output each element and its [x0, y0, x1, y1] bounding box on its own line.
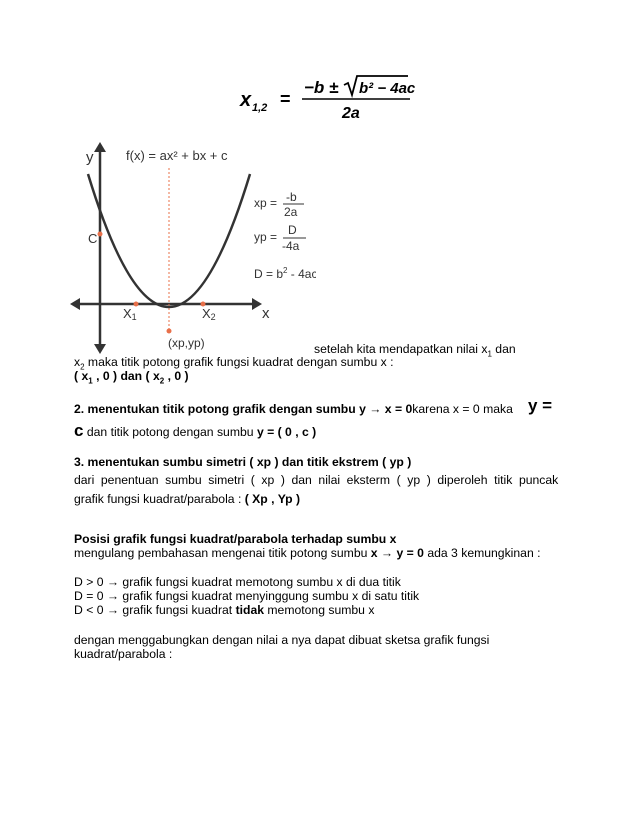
l1-a: setelah kita mendapatkan nilai x: [314, 342, 488, 356]
section-3-line-1: dari penentuan sumbu simetri ( xp ) dan nilai eksterm ( yp ) diperoleh titik puncak: [74, 473, 559, 487]
x1-point: [134, 302, 139, 307]
l3-c: , 0 ): [164, 369, 189, 383]
s2b-bold: y = ( 0 , c ): [256, 425, 317, 439]
x-axis-label: x: [262, 305, 270, 322]
yp-lhs: yp =: [254, 230, 278, 244]
l2-a: x: [74, 355, 81, 369]
formula-lhs-sub: 1,2: [252, 102, 268, 114]
l2-sub: 2: [80, 362, 85, 372]
s2b-normal: dan titik potong dengan sumbu: [83, 425, 257, 439]
quadratic-formula-graphic: [236, 74, 416, 124]
section-2-line-1: [74, 396, 564, 416]
parabola-graph: [68, 138, 316, 360]
l3-b: , 0 ) dan ( x: [92, 369, 160, 383]
pos-l1-b: x → y = 0: [370, 546, 424, 560]
y-axis-arrow: [94, 142, 106, 152]
vertex-point: [167, 329, 172, 334]
discriminant-case-3: [74, 603, 374, 617]
position-line-1: [74, 546, 541, 560]
s2-big: y =: [528, 396, 553, 415]
formula-radicand: b² − 4ac: [359, 80, 416, 97]
quadratic-formula: [236, 74, 416, 124]
pos-l1-c: ada 3 kemungkinan :: [423, 546, 541, 560]
c-point: [98, 232, 103, 237]
x-axis-arrow: [252, 298, 262, 310]
x-axis-arrow-left: [70, 298, 80, 310]
discriminant-label: $D = b^2 - 4ac$: [254, 266, 316, 281]
l2-b: maka titik potong grafik fungsi kuadrat dengan sumbu x :: [84, 355, 394, 369]
x1-label: X1: [123, 306, 137, 322]
yp-den: -4a: [282, 239, 300, 253]
formula-lhs: x: [240, 89, 252, 111]
l3-sub1: 1: [88, 376, 93, 386]
pos-l1-a: mengulang pembahasan mengenai titik potong sumbu: [74, 546, 371, 560]
d3-a: D < 0 → grafik fungsi kuadrat: [74, 603, 236, 617]
position-title: Posisi grafik fungsi kuadrat/parabola terhadap sumbu x: [74, 532, 397, 546]
text-line-3: [74, 369, 189, 388]
section-2-line-2: [74, 421, 317, 440]
xp-lhs: xp =: [254, 196, 278, 210]
formula-numerator-prefix: −b ±: [304, 78, 339, 97]
d3-c: memotong sumbu x: [264, 603, 375, 617]
l3-sub2: 2: [159, 376, 165, 386]
yp-num: D: [288, 223, 297, 237]
d3-b: tidak: [235, 603, 265, 617]
s2b-big: c: [74, 421, 84, 440]
vertex-label: (xp,yp): [168, 336, 205, 350]
y-axis-label: y: [86, 149, 94, 166]
function-label: f(x) = ax² + bx + c: [126, 148, 228, 163]
s3-l2-b: ( Xp , Yp ): [244, 492, 301, 506]
closing-line-2: kuadrat/parabola :: [74, 647, 173, 661]
xp-den: 2a: [284, 205, 298, 219]
l3-a: ( x: [74, 369, 89, 383]
l1-b: dan: [491, 342, 516, 356]
formula-denominator: 2a: [342, 105, 360, 122]
xp-num: -b: [286, 190, 297, 204]
formula-equals: =: [280, 89, 291, 109]
s2-normal: karena x = 0 maka: [412, 402, 513, 416]
section-3-line-2: [74, 492, 300, 506]
section-3-title: 3. menentukan sumbu simetri ( xp ) dan titik ekstrem ( yp ): [74, 455, 412, 469]
s3-l2-a: grafik fungsi kuadrat/parabola :: [74, 492, 245, 506]
y-axis-arrow-bottom: [94, 344, 106, 354]
l1-sub: 1: [487, 349, 492, 359]
parabola-graph-svg: [68, 138, 316, 360]
closing-line-1: dengan menggabungkan dengan nilai a nya dapat dibuat sketsa grafik fungsi: [74, 633, 490, 647]
c-label: C: [88, 231, 98, 246]
x2-label: X2: [202, 306, 216, 322]
discriminant-case-1: D > 0 → grafik fungsi kuadrat memotong sumbu x di dua titik: [74, 575, 401, 589]
s2-bold: 2. menentukan titik potong grafik dengan sumbu y → x = 0: [74, 402, 413, 416]
discriminant-case-2: D = 0 → grafik fungsi kuadrat menyinggung sumbu x di satu titik: [74, 589, 420, 603]
